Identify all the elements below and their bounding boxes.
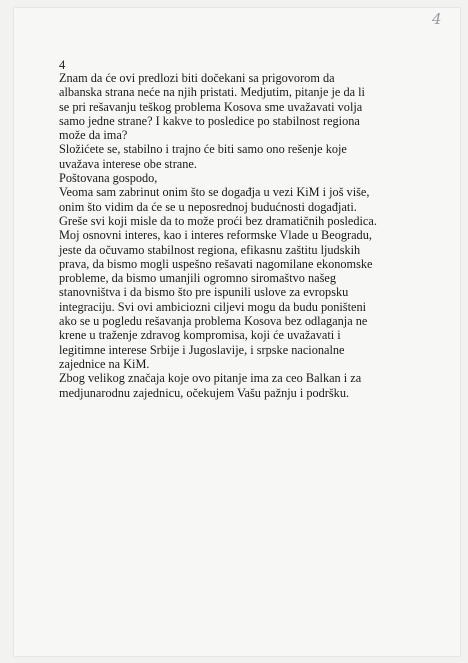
text-line: prava, da bismo mogli uspešno rešavati nagomilane ekonomske [59,256,373,271]
letter-body [59,71,439,400]
text-line: onim što vidim da će se u neposrednoj budućnosti događjati. [59,199,357,214]
text-line: stanovništva i da bismo što pre ispunili uslove za evropsku [59,285,349,300]
text-line: krene u traženje zdravog kompromisa, koji će uvažavati i [59,328,341,343]
text-line: Znam da će ovi predlozi biti dočekani sa prigovorom da [59,71,335,85]
text-line: samo jedne strane? I kakve to posledice po stabilnost regiona [59,113,360,128]
text-line: probleme, da bismo umanjili ogromno siromaštvo našeg [59,271,336,286]
text-line: Greše svi koji misle da to može proći bez dramatičnih posledica. [59,213,377,228]
text-line: zajednice na KiM. [59,356,150,371]
text-line: uvažava interese obe strane. [59,156,197,171]
text-line: Veoma sam zabrinut onim što se događja u vezi KiM i još više, [59,185,370,200]
text-line: albanska strana neće na njih pristati. Medjutim, pitanje je da li [59,85,365,100]
text-line: medjunarodnu zajednicu, očekujem Vašu pažnju i podršku. [59,385,350,400]
text-line: integraciju. Svi ovi ambiciozni ciljevi mogu da budu poništeni [59,299,367,314]
text-line: Složićete se, stabilno i trajno će biti samo ono rešenje koje [59,142,347,157]
text-line: jeste da očuvamo stabilnost regiona, efikasnu zaštitu ljudskih [59,242,361,257]
text-line: može da ima? [59,128,128,143]
text-line: se pri rešavanju teškog problema Kosova sme uvažavati volja [59,99,363,114]
text-line: Zbog velikog značaja koje ovo pitanje ima za ceo Balkan i za [59,371,362,386]
text-line: ako se u pogledu rešavanja problema Kosova bez odlaganja ne [59,314,368,329]
handwritten-page-mark: 4 [432,10,442,28]
page-number: 4 [59,58,66,72]
text-line: legitimne interese Srbije i Jugoslavije, i srpske nacionalne [59,342,345,357]
salutation-line: Poštovana gospodo, [59,171,158,186]
text-line: Moj osnovni interes, kao i interes reformske Vlade u Beogradu, [59,228,372,243]
